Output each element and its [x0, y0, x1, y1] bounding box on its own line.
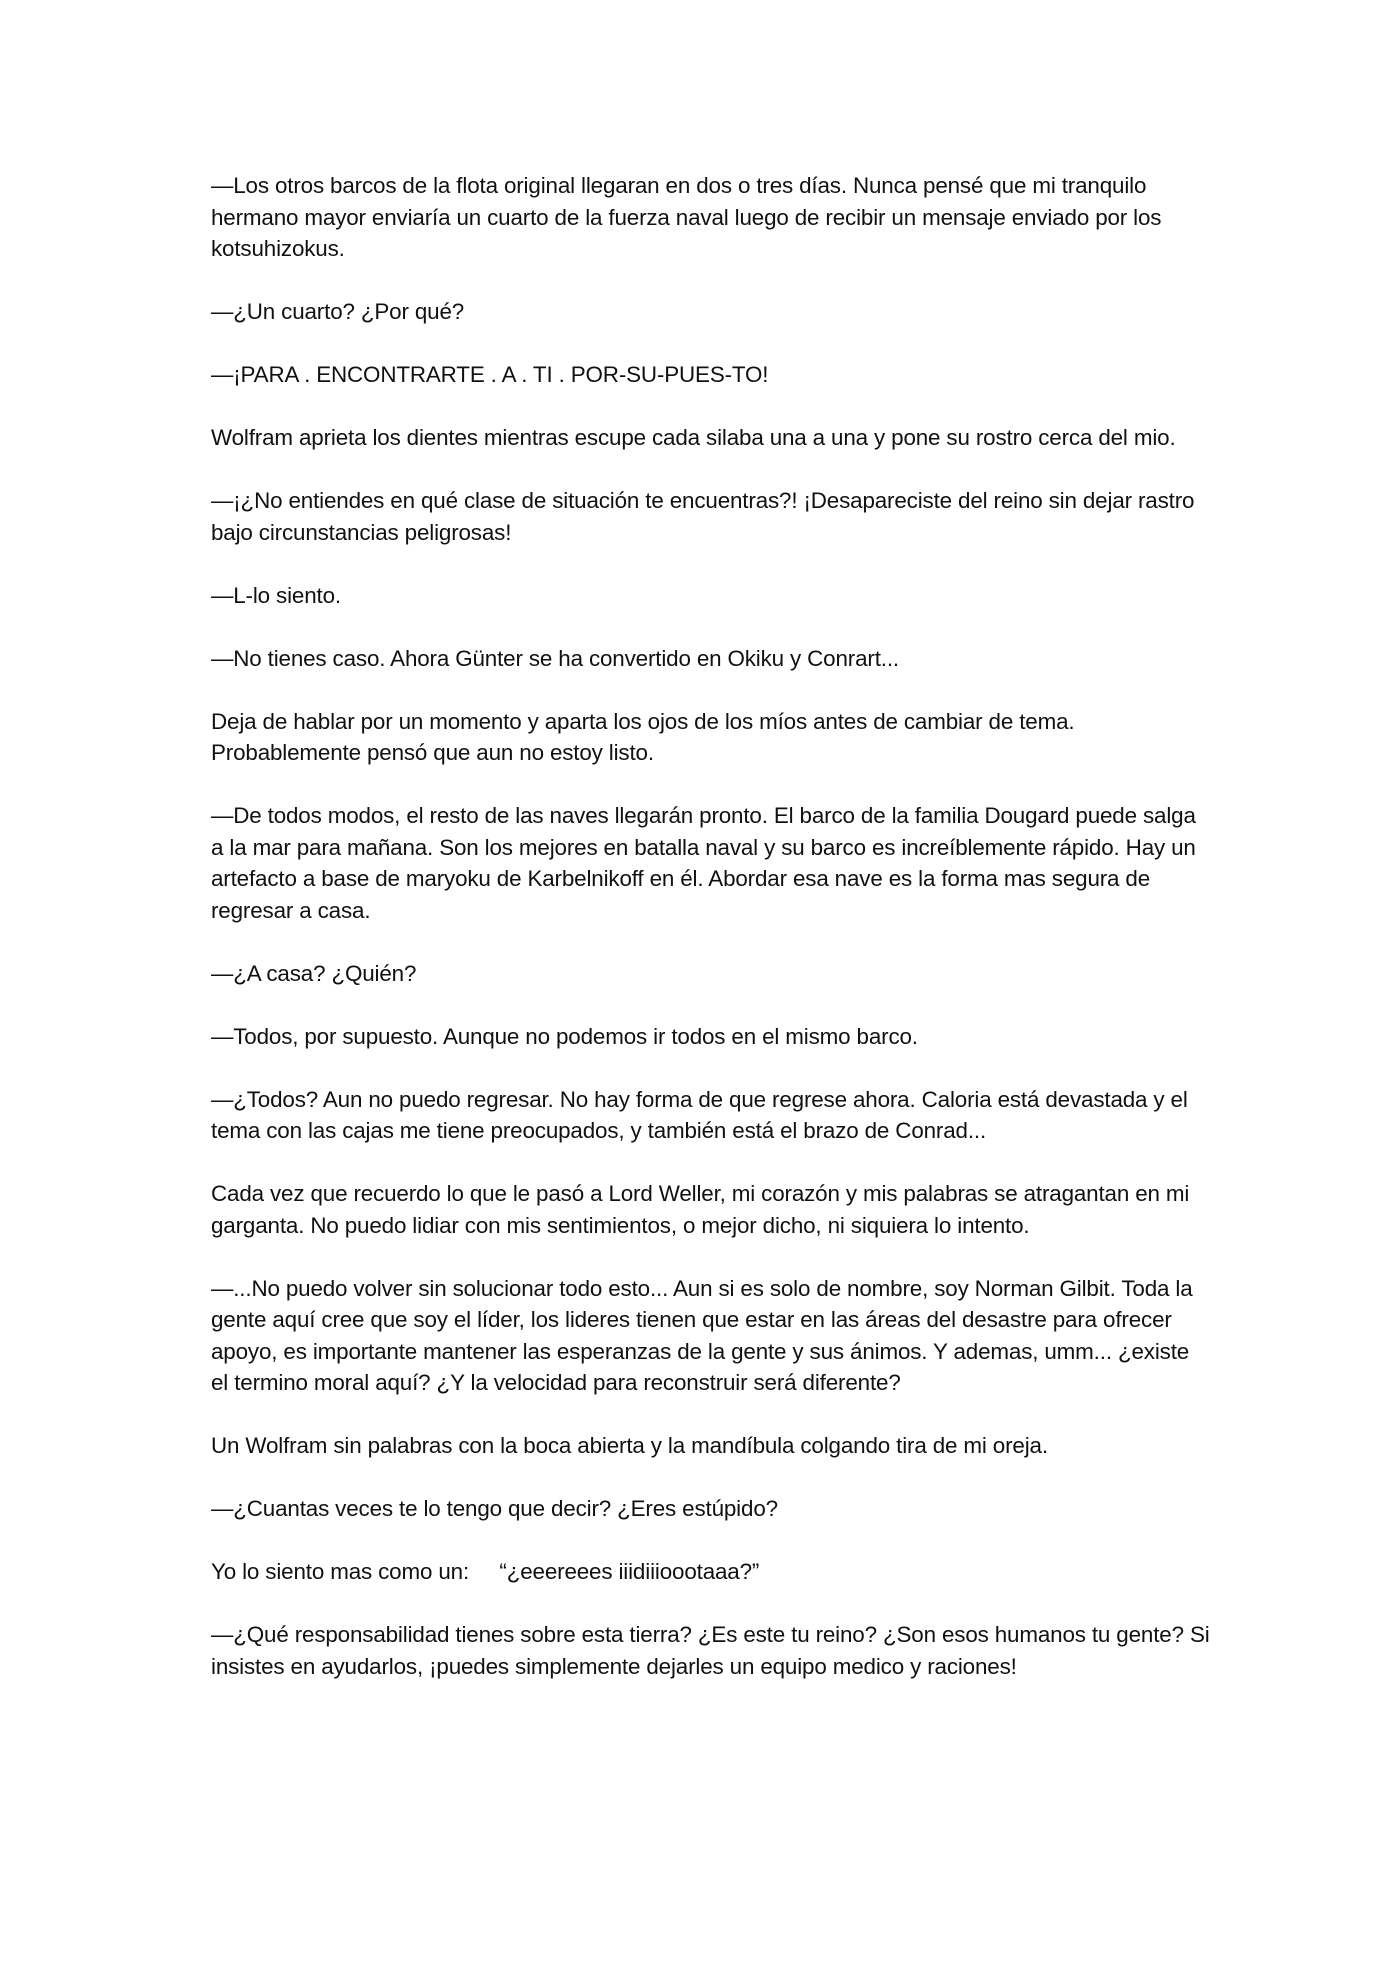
paragraph: Un Wolfram sin palabras con la boca abierta y la mandíbula colgando tira de mi oreja. — [211, 1433, 1048, 1458]
paragraph: —De todos modos, el resto de las naves llegarán pronto. El barco de la familia Dougard puede salga a la mar para mañana. Son los mejores en batalla naval y su barco es increíblemente rápido. Hay un artefacto a base de maryoku de Karbelnikoff en él. Abordar esa nave es la forma mas segura de regresar a casa. — [211, 803, 1196, 923]
paragraph: —¿Un cuarto? ¿Por qué? — [211, 299, 465, 324]
document-body — [211, 170, 1211, 1714]
paragraph: —¿Qué responsabilidad tienes sobre esta tierra? ¿Es este tu reino? ¿Son esos humanos tu gente? Si insistes en ayudarlos, ¡puedes simplemente dejarles un equipo medico y raciones! — [211, 1622, 1210, 1679]
paragraph: —¿Cuantas veces te lo tengo que decir? ¿Eres estúpido? — [211, 1496, 778, 1521]
paragraph: —¡PARA . ENCONTRARTE . A . TI . POR-SU-PUES-TO! — [211, 362, 769, 387]
paragraph: —...No puedo volver sin solucionar todo esto... Aun si es solo de nombre, soy Norman Gilbit. Toda la gente aquí cree que soy el líder, los lideres tienen que estar en las áreas del desastre para ofrecer apoyo, es importante mantener las esperanzas de la gente y sus ánimos. Y ademas, umm... ¿existe el termino moral aquí? ¿Y la velocidad para reconstruir será diferente? — [211, 1275, 1193, 1395]
paragraph: Deja de hablar por un momento y aparta los ojos de los míos antes de cambiar de tema. Probablemente pensó que aun no estoy listo. — [211, 708, 1075, 765]
paragraph: —Los otros barcos de la flota original llegaran en dos o tres días. Nunca pensé que mi tranquilo hermano mayor enviaría un cuarto de la fuerza naval luego de recibir un mensaje enviado por los kotsuhizokus. — [211, 173, 1162, 261]
paragraph: —Todos, por supuesto. Aunque no podemos ir todos en el mismo barco. — [211, 1023, 918, 1049]
paragraph: —¿A casa? ¿Quién? — [211, 960, 417, 986]
paragraph: Wolfram aprieta los dientes mientras escupe cada silaba una a una y pone su rostro cerca del mio. — [211, 425, 1176, 450]
paragraph: Yo lo siento mas como un: “¿eeereees iiidiiioootaaa?” — [211, 1559, 760, 1584]
paragraph: Cada vez que recuerdo lo que le pasó a Lord Weller, mi corazón y mis palabras se atragantan en mi garganta. No puedo lidiar con mis sentimientos, o mejor dicho, ni siquiera lo intento. — [211, 1181, 1190, 1238]
paragraph: —¿Todos? Aun no puedo regresar. No hay forma de que regrese ahora. Caloria está devastada y el tema con las cajas me tiene preocupados, y también está el brazo de Conrad... — [211, 1086, 1188, 1143]
paragraph: —L-lo siento. — [211, 582, 341, 608]
paragraph: —¡¿No entiendes en qué clase de situación te encuentras?! ¡Desapareciste del reino sin dejar rastro bajo circunstancias peligrosas! — [211, 488, 1195, 545]
paragraph: —No tienes caso. Ahora Günter se ha convertido en Okiku y Conrart... — [211, 645, 899, 671]
